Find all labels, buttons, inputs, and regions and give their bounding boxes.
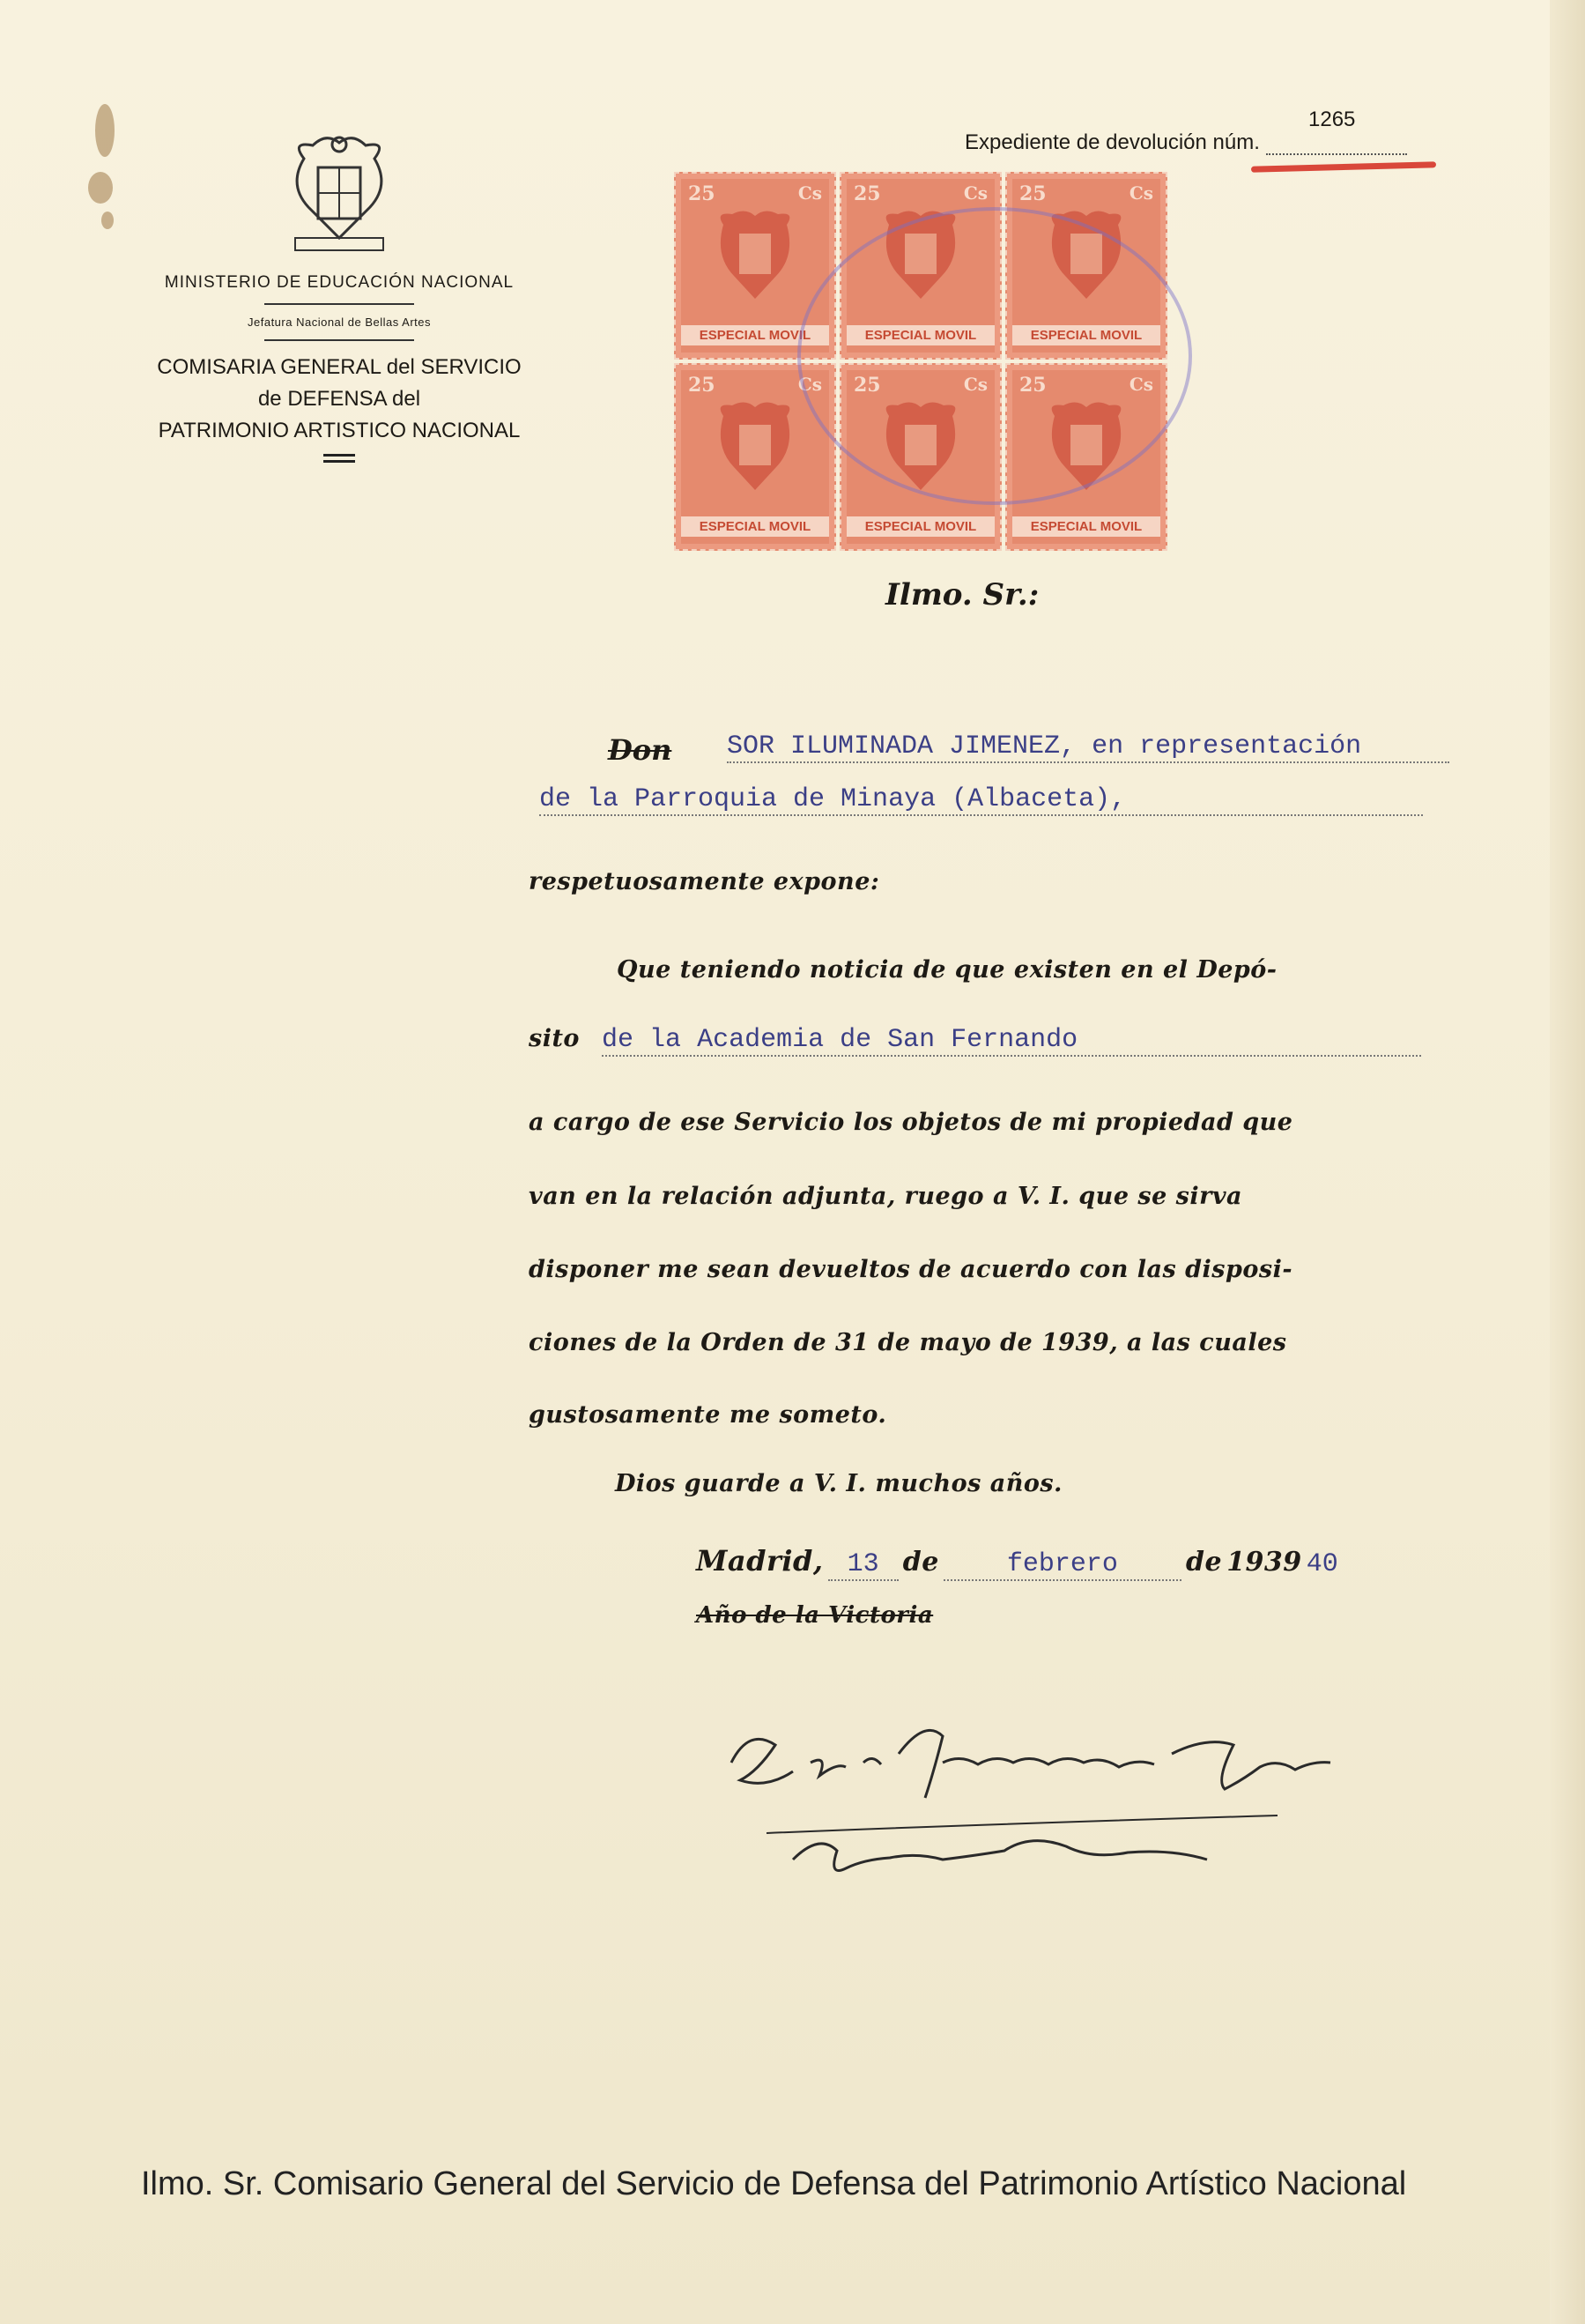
paragraph-line-3: van en la relación adjunta, ruego a V. I. que se sirva	[529, 1183, 1243, 1210]
paragraph-line-5: ciones de la Orden de 31 de mayo de 1939, a las cuales	[529, 1329, 1287, 1356]
expediente-label: Expediente de devolución núm.	[965, 130, 1260, 154]
sito-label: sito	[529, 1025, 580, 1052]
deposit-line	[529, 1025, 1423, 1057]
paragraph-line-4: disponer me sean devueltos de acuerdo con las disposi-	[529, 1256, 1293, 1283]
paragraph-line-1: Que teniendo noticia de que existen en el Depó-	[617, 956, 1278, 984]
stamp-unit: Cs	[1129, 182, 1153, 204]
addressee-footer: Ilmo. Sr. Comisario General del Servicio de Defensa del Patrimonio Artístico Nacional	[141, 2165, 1407, 2202]
expediente-label-row	[965, 130, 1441, 155]
de-word: de	[1186, 1547, 1223, 1578]
stamp-unit: Cs	[797, 182, 822, 204]
place: Madrid,	[696, 1544, 824, 1578]
divider	[264, 339, 414, 341]
paragraph-line-2: a cargo de ese Servicio los objetos de mi propiedad que	[529, 1109, 1293, 1136]
stamp-label: ESPECIAL MOVIL	[847, 516, 995, 537]
don-title: Don	[608, 733, 672, 767]
crossed-out-text: Año de la Victoria	[696, 1602, 934, 1629]
page-edge	[1550, 0, 1585, 2324]
closing-line: Dios guarde a V. I. muchos años.	[615, 1470, 1063, 1497]
comisaria-line-2: de DEFENSA del	[257, 387, 421, 411]
stamp-label: ESPECIAL MOVIL	[847, 325, 995, 345]
year-typed: 40	[1306, 1549, 1338, 1579]
letterhead	[132, 132, 546, 463]
stamp-unit: Cs	[963, 374, 988, 395]
double-rule	[323, 454, 355, 463]
stamp-value: 25	[1019, 182, 1047, 205]
stamp-value: 25	[854, 374, 881, 397]
salutation: Ilmo. Sr.:	[885, 577, 1040, 613]
expediente-number: 1265	[1308, 108, 1356, 131]
stamp-label: ESPECIAL MOVIL	[681, 516, 829, 537]
stamp-unit: Cs	[797, 374, 822, 395]
handwritten-signature	[714, 1701, 1383, 1912]
stamp-value: 25	[854, 182, 881, 205]
petitioner-name: SOR ILUMINADA JIMENEZ, en representación	[727, 731, 1449, 763]
stamp-label: ESPECIAL MOVIL	[1012, 516, 1160, 537]
day: 13	[828, 1549, 899, 1581]
stamp-value: 25	[688, 182, 715, 205]
stamp-value: 25	[1019, 374, 1047, 397]
deposit-location: de la Academia de San Fernando	[602, 1025, 1421, 1057]
de-word: de	[902, 1547, 939, 1578]
expediente-dots	[1266, 134, 1407, 155]
divider	[264, 303, 414, 305]
eagle-shield-icon	[715, 398, 796, 502]
jefatura-name: Jefatura Nacional de Bellas Artes	[248, 316, 431, 329]
date-line	[696, 1544, 1427, 1581]
stain	[101, 212, 114, 229]
stain	[95, 104, 115, 157]
eagle-shield-icon	[715, 207, 796, 311]
comisaria-line-3: PATRIMONIO ARTISTICO NACIONAL	[158, 419, 521, 442]
stamp-label: ESPECIAL MOVIL	[681, 325, 829, 345]
expone-line: respetuosamente expone:	[529, 868, 880, 895]
month: febrero	[944, 1549, 1181, 1581]
comisaria-line-1: COMISARIA GENERAL del SERVICIO	[157, 355, 522, 379]
stamp-value: 25	[688, 374, 715, 397]
year-printed: 1939	[1226, 1547, 1302, 1578]
stain	[88, 172, 113, 204]
stamp-unit: Cs	[963, 182, 988, 204]
paragraph-line-6: gustosamente me someto.	[529, 1401, 887, 1429]
parish-line: de la Parroquia de Minaya (Albaceta),	[539, 784, 1423, 816]
stamp-label: ESPECIAL MOVIL	[1012, 325, 1160, 345]
ministry-name: MINISTERIO DE EDUCACIÓN NACIONAL	[164, 273, 515, 292]
coat-of-arms-icon	[286, 132, 392, 264]
stamp-unit: Cs	[1129, 374, 1153, 395]
postmark-circle	[797, 207, 1192, 505]
